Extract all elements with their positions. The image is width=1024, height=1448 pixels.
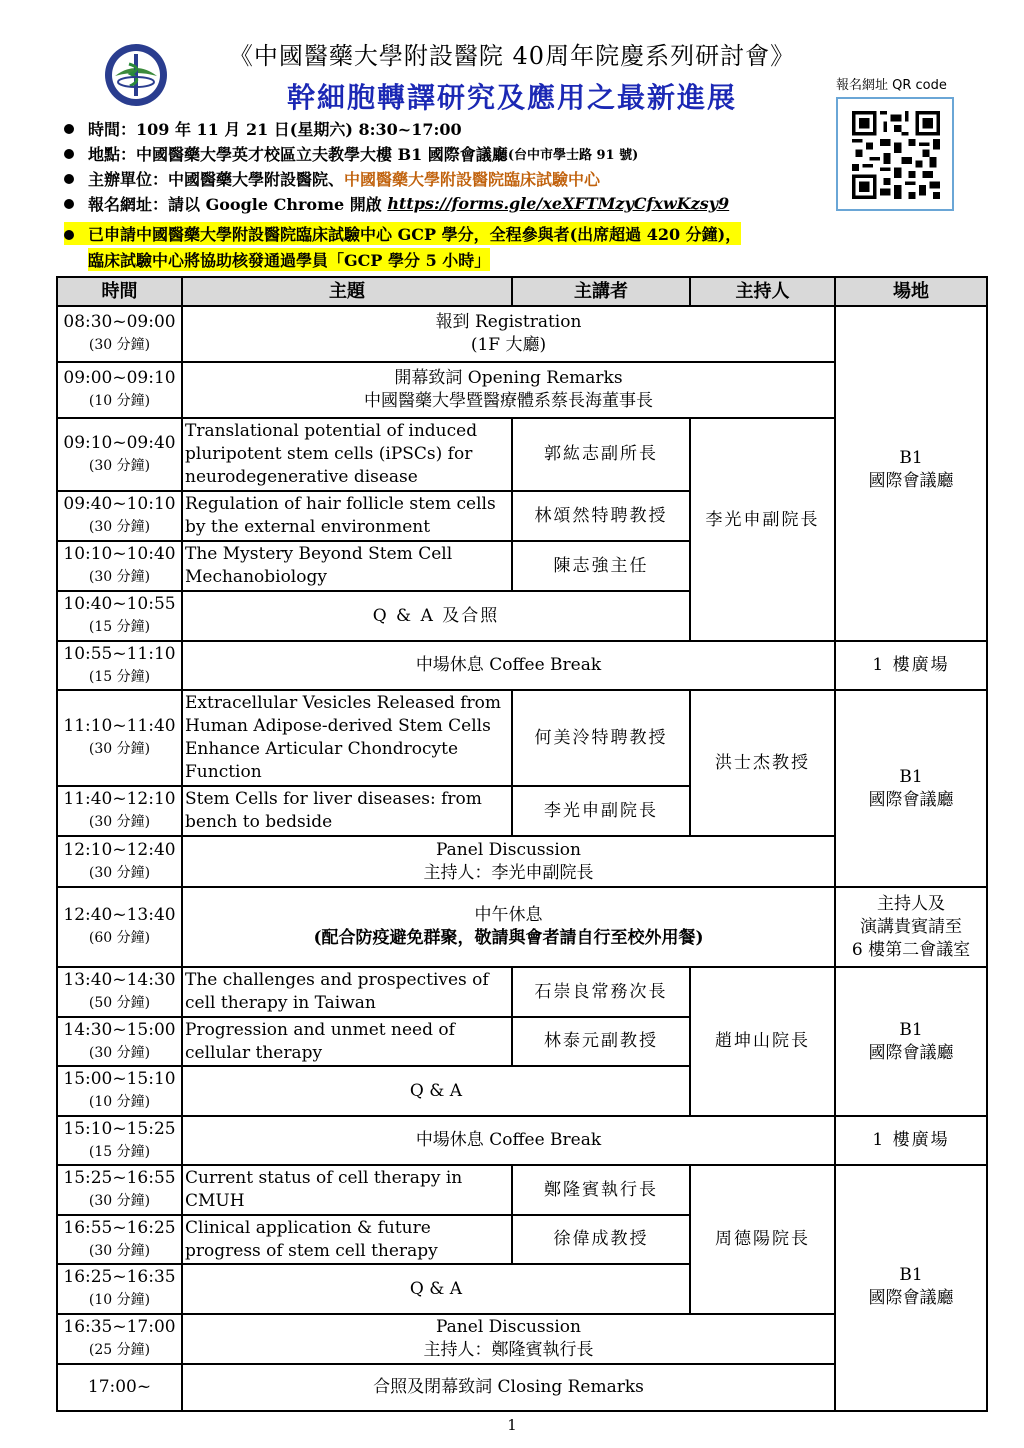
table-row: 13:40~14:30 (50 分鐘) The challenges and prospectives of cell therapy in Taiwan 石崇良常務次長 趙坤山院長 B1 國際會議廳 <box>57 967 987 1017</box>
table-row: 09:10~09:40 (30 分鐘) Translational potential of induced pluripotent stem cells (iPSCs) for neurodegenerative disease 郭紘志副所長 李光申副院長 <box>57 418 987 491</box>
qr-code-label: 報名網址 QR code <box>836 78 947 93</box>
qr-code-icon <box>852 106 940 204</box>
header-time: 時間 <box>57 277 182 306</box>
header-venue: 場地 <box>835 277 987 306</box>
table-row: 09:00~09:10 (10 分鐘) 開幕致詞 Opening Remarks 中國醫藥大學暨醫療體系蔡長海董事長 <box>57 362 987 418</box>
header-moderator: 主持人 <box>690 277 835 306</box>
table-row: 14:30~15:00 (30 分鐘) Progression and unmet need of cellular therapy 林泰元副教授 <box>57 1017 987 1066</box>
table-row: 16:55~16:25 (30 分鐘) Clinical application & future progress of stem cell therapy 徐偉成教授 <box>57 1215 987 1264</box>
table-row: 16:25~16:35 (10 分鐘) Q & A <box>57 1264 987 1314</box>
table-row: 08:30~09:00 (30 分鐘) 報到 Registration (1F 大廳) B1 國際會議廳 <box>57 306 987 362</box>
info-location: 地點：中國醫藥大學英才校區立夫教學大樓 B1 國際會議廳 (台中市學士路 91 號) <box>64 141 824 166</box>
bullet-icon <box>64 230 74 240</box>
table-row: 12:40~13:40 (60 分鐘) 中午休息 (配合防疫避免群聚，敬請與會者請自行至校外用餐) 主持人及 演講貴賓請至 6 樓第二會議室 <box>57 887 987 967</box>
qr-code[interactable] <box>836 97 954 211</box>
bullet-icon <box>64 124 74 134</box>
table-row: 15:10~15:25 (15 分鐘) 中場休息 Coffee Break 1 樓廣場 <box>57 1116 987 1165</box>
page-number: 1 <box>507 1416 517 1434</box>
moderator-cell: 趙坤山院長 <box>690 967 835 1116</box>
info-time: 時間：109 年 11 月 21 日(星期六) 8:30~17:00 <box>64 116 824 141</box>
schedule-table <box>56 276 988 1412</box>
table-row: 10:10~10:40 (30 分鐘) The Mystery Beyond Stem Cell Mechanobiology 陳志強主任 <box>57 541 987 591</box>
venue-cell: B1 國際會議廳 <box>835 1165 987 1411</box>
header-speaker: 主講者 <box>512 277 690 306</box>
table-row: 17:00~ 合照及閉幕致詞 Closing Remarks <box>57 1364 987 1411</box>
table-row: 12:10~12:40 (30 分鐘) Panel Discussion 主持人：李光申副院長 <box>57 836 987 887</box>
table-row: 15:00~15:10 (10 分鐘) Q & A <box>57 1066 987 1116</box>
table-row: 11:40~12:10 (30 分鐘) Stem Cells for liver diseases: from bench to bedside 李光申副院長 <box>57 786 987 836</box>
bullet-icon <box>64 199 74 209</box>
venue-cell: B1 國際會議廳 <box>835 690 987 887</box>
table-row: 11:10~11:40 (30 分鐘) Extracellular Vesicles Released from Human Adipose-derived Stem Cells Enhance Articular Chondrocyte Function 何美泠特聘教授 洪士杰教授 B1 國際會議廳 <box>57 690 987 786</box>
info-register: 報名網址：請以 Google Chrome 開啟 https://forms.gle/xeXFTMzyCfxwKzsy9 <box>64 191 824 216</box>
table-row: 09:40~10:10 (30 分鐘) Regulation of hair follicle stem cells by the external environment 林頌然特聘教授 <box>57 491 987 541</box>
table-row: 16:35~17:00 (25 分鐘) Panel Discussion 主持人：鄭隆賓執行長 <box>57 1314 987 1364</box>
table-row: 15:25~16:55 (30 分鐘) Current status of cell therapy in CMUH 鄭隆賓執行長 周德陽院長 B1 國際會議廳 <box>57 1165 987 1215</box>
gcp-notice: 已申請中國醫藥大學附設醫院臨床試驗中心 GCP 學分，全程參與者(出席超過 420 分鐘)， 臨床試驗中心將協助核發通過學員「GCP 學分 5 小時」 <box>64 220 741 272</box>
event-title: 幹細胞轉譯研究及應用之最新進展 <box>286 81 737 114</box>
venue-cell: B1 國際會議廳 <box>835 306 987 641</box>
venue-cell: B1 國際會議廳 <box>835 967 987 1116</box>
event-info <box>64 116 824 216</box>
moderator-cell: 洪士杰教授 <box>690 690 835 836</box>
moderator-cell: 李光申副院長 <box>690 418 835 641</box>
table-row: 10:55~11:10 (15 分鐘) 中場休息 Coffee Break 1 樓廣場 <box>57 641 987 690</box>
header-topic: 主題 <box>182 277 512 306</box>
table-row: 10:40~10:55 (15 分鐘) Q & A 及合照 <box>57 591 987 641</box>
moderator-cell: 周德陽院長 <box>690 1165 835 1314</box>
event-series-title: 《中國醫藥大學附設醫院 40周年院慶系列研討會》 <box>228 42 796 70</box>
register-link[interactable]: https://forms.gle/xeXFTMzyCfxwKzsy9 <box>387 194 730 213</box>
info-organizer: 主辦單位：中國醫藥大學附設醫院、 中國醫藥大學附設醫院臨床試驗中心 <box>64 166 824 191</box>
bullet-icon <box>64 149 74 159</box>
table-header-row <box>57 277 987 306</box>
bullet-icon <box>64 174 74 184</box>
